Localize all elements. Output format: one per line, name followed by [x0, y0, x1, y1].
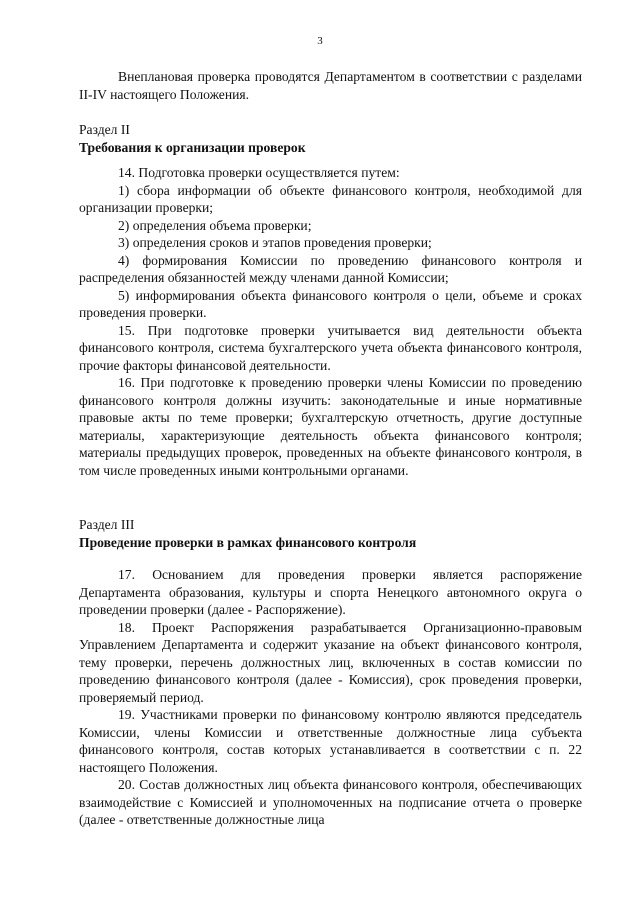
- paragraph-14-item-4: 4) формирования Комиссии по проведению финансового контроля и распределения обязанностей между членами данной Комиссии;: [79, 252, 582, 285]
- section-3-heading: [79, 516, 582, 551]
- section-2-body: [79, 164, 582, 479]
- section-2-heading: [79, 121, 582, 156]
- paragraph-14-item-1: 1) сбора информации об объекте финансового контроля, необходимой для организации проверки;: [79, 182, 582, 215]
- paragraph-18: 18. Проект Распоряжения разрабатывается Организационно-правовым Управлением Департамента и содержит указание на объект финансового контроля, тему проверки, перечень должностных лиц, включенных в состав комиссии по проведению финансового контроля (далее - Комиссия), срок проведения проверки, проверяемый период.: [79, 619, 582, 705]
- paragraph-19: 19. Участниками проверки по финансовому контролю являются председатель Комиссии, члены Комиссии и ответственные должностные лица субъекта финансового контроля, состав которых устанавливается в соответствии с п. 22 настоящего Положения.: [79, 707, 582, 775]
- section-2-number: Раздел II: [79, 122, 130, 137]
- paragraph-14: 14. Подготовка проверки осуществляется путем:: [118, 165, 400, 180]
- paragraph-14-item-2: 2) определения объема проверки;: [118, 217, 312, 233]
- paragraph-14-item-3: 3) определения сроков и этапов проведения проверки;: [118, 235, 432, 250]
- section-3-body: [79, 566, 582, 829]
- paragraph-14-item-5: 5) информирования объекта финансового контроля о цели, объеме и сроках проведения проверки.: [79, 287, 582, 320]
- section-2-title: Требования к организации проверок: [79, 139, 306, 155]
- intro-paragraph: Внеплановая проверка проводятся Департаментом в соответствии с разделами II-IV настоящего Положения.: [79, 69, 582, 102]
- paragraph-20: 20. Состав должностных лиц объекта финансового контроля, обеспечивающих взаимодействие с Комиссией и уполномоченных на подписание отчета о проверке (далее - ответственные должностные лица: [79, 777, 582, 827]
- paragraph-15: 15. При подготовке проверки учитывается вид деятельности объекта финансового контроля, система бухгалтерского учета объекта финансового контроля, прочие факторы финансовой деятельности.: [79, 322, 582, 373]
- paragraph-16: 16. При подготовке к проведению проверки члены Комиссии по проведению финансового контроля должны изучить: законодательные и иные нормативные правовые акты по теме проверки; бухгалтерскую отчетность, другие доступные материалы, характеризующие деятельность объекта финансового контроля; материалы предыдущих проверок, проведенных на объекте финансового контроля, в том числе проведенных иными контрольными органами.: [79, 375, 582, 478]
- page-number: 3: [317, 35, 323, 47]
- paragraph-17: 17. Основанием для проведения проверки является распоряжение Департамента образования, культуры и спорта Ненецкого автономного округа о проведении проверки (далее - Распоряжение).: [79, 567, 582, 617]
- section-3-number: Раздел III: [79, 517, 135, 532]
- intro-block: [79, 68, 582, 103]
- section-3-title: Проведение проверки в рамках финансового контроля: [79, 534, 417, 550]
